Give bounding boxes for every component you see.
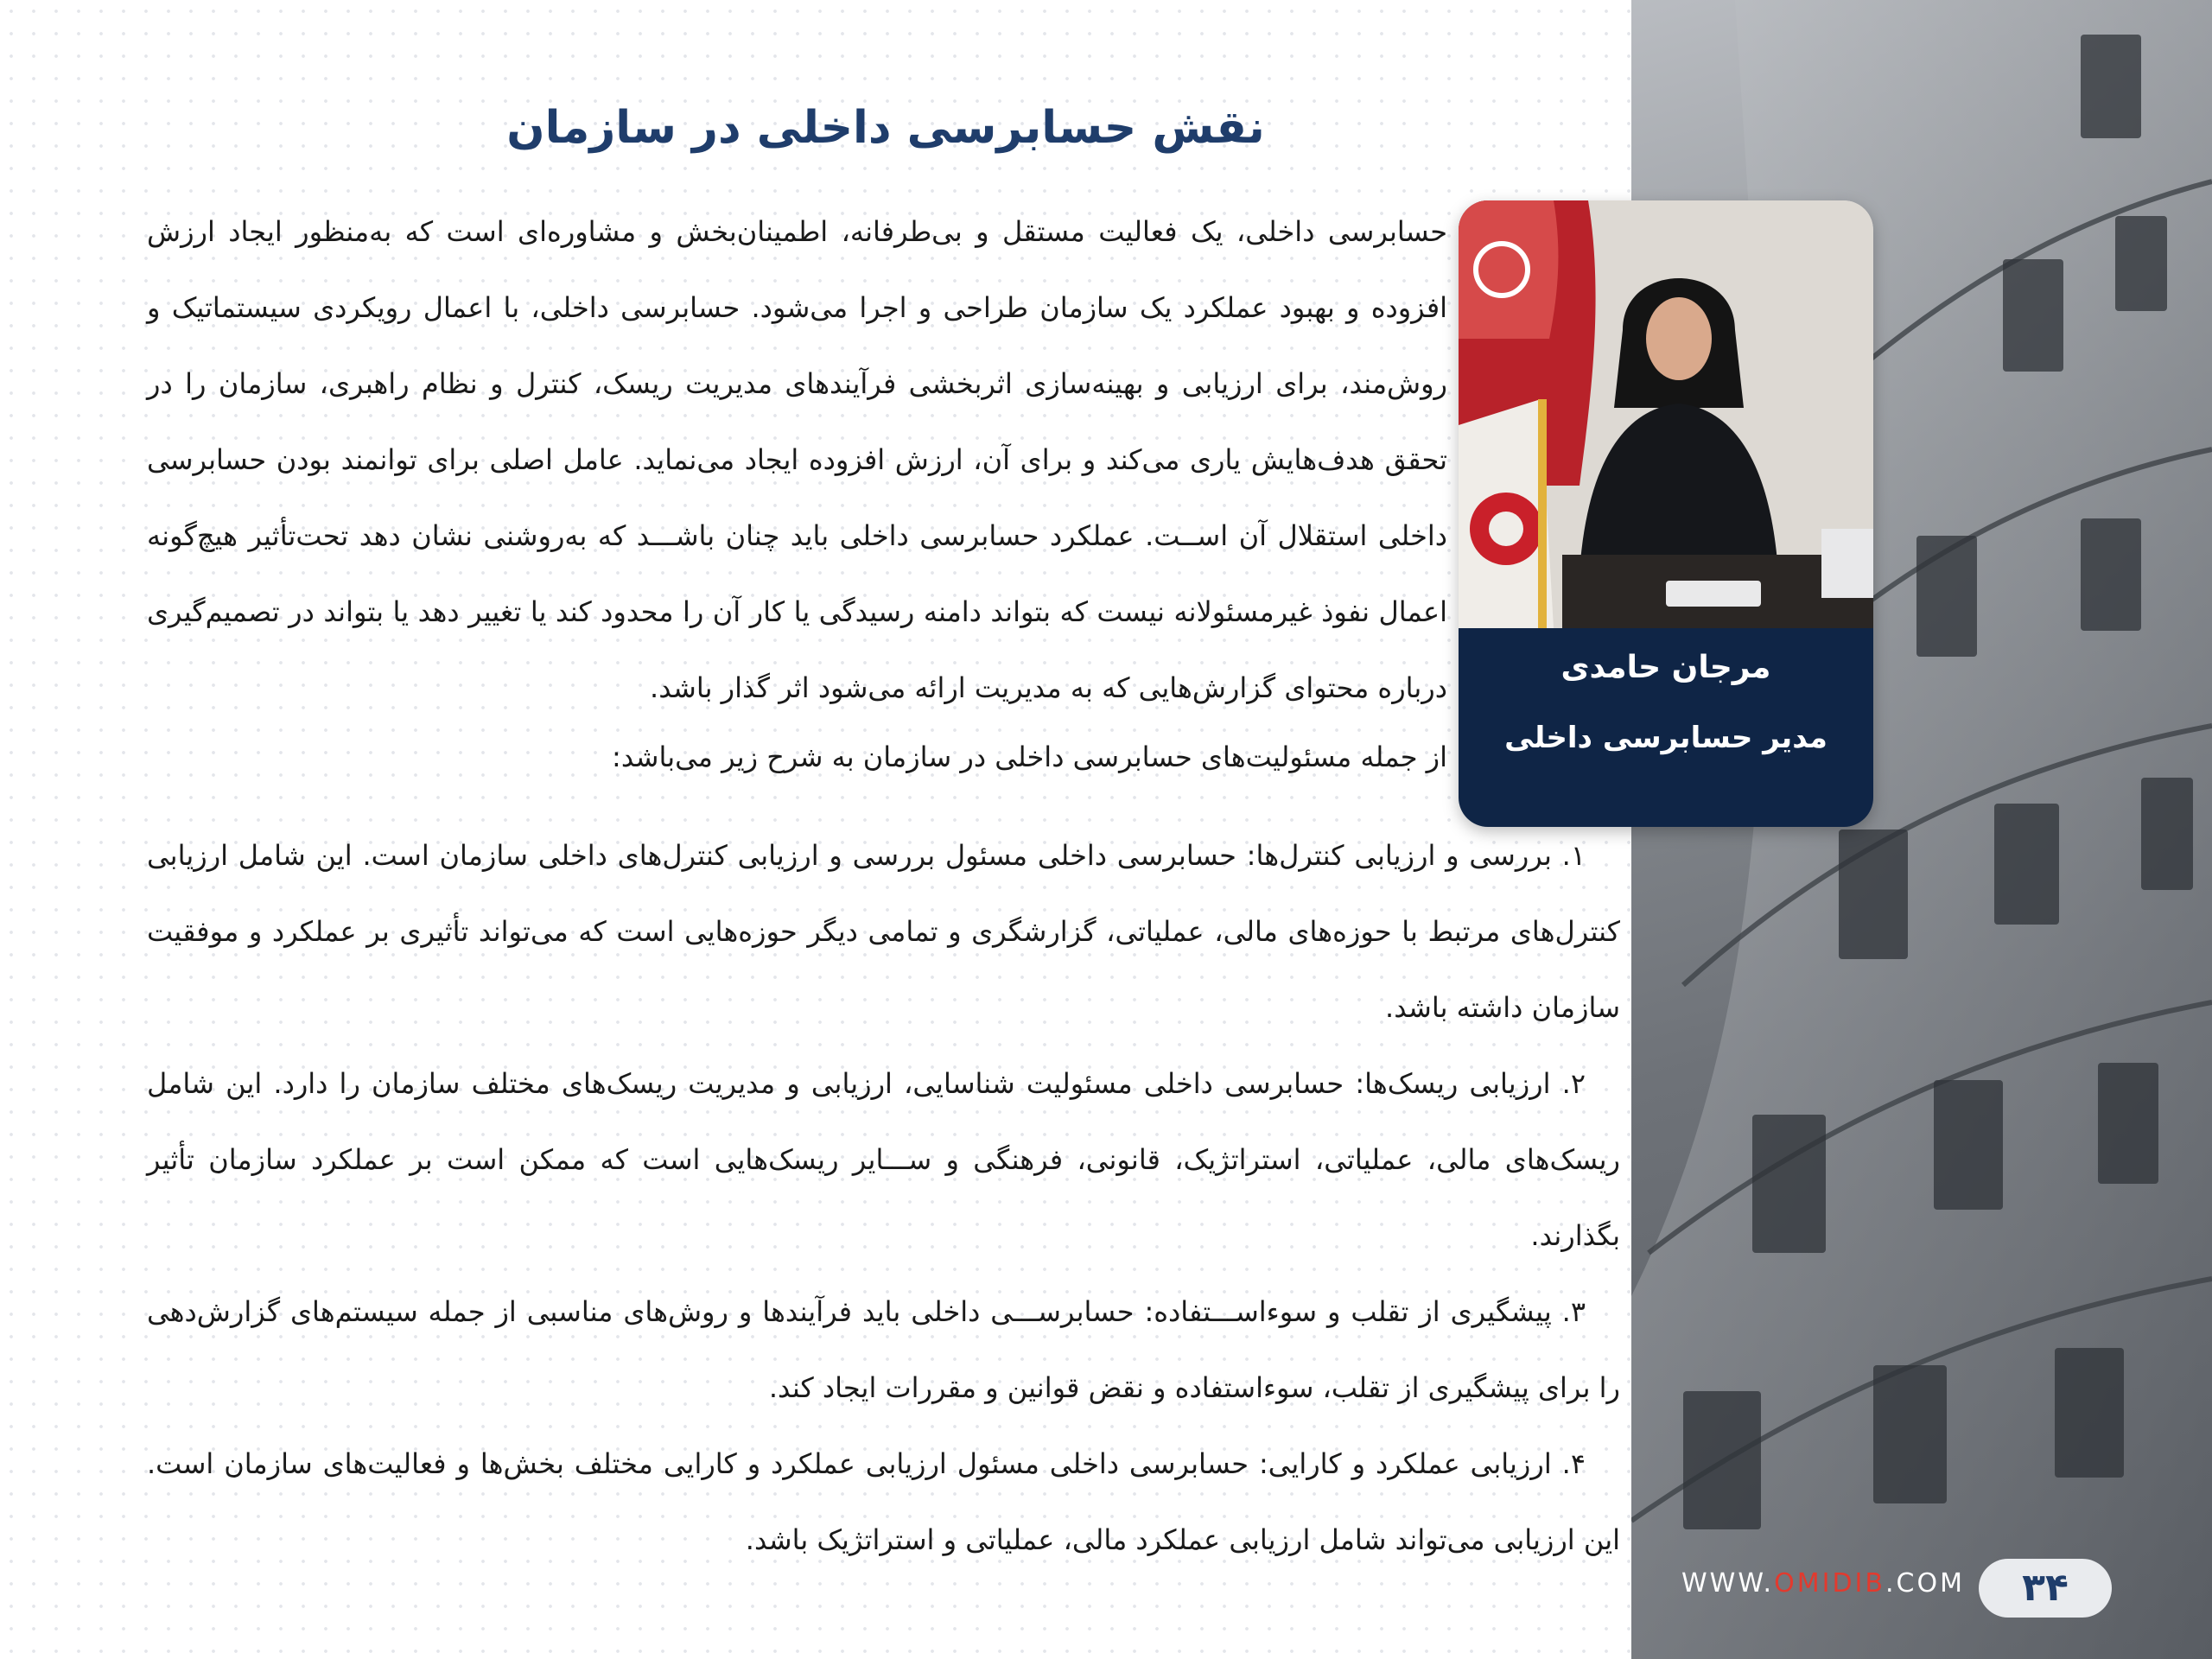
list-item: ۴. ارزیابی عملکرد و کارایی: حسابرسی داخلی مسئول ارزیابی عملکرد و کارایی مختلف بخش‌ها و فعالیت‌های سازمان است. این ارزیابی می‌تواند شامل ارزیابی عملکرد مالی، عملیاتی و استراتژیک باشد. (147, 1447, 1620, 1556)
url-suffix: .COM (1885, 1568, 1965, 1599)
profile-role: مدیر حسابرسی داخلی (1504, 721, 1827, 755)
list-item: ۳. پیشگیری از تقلب و سوءاســـتفاده: حسابرســـی داخلی باید فرآیندها و روش‌های مناسبی از جمله سیستم‌های گزارش‌دهی را برای پیشگیری از تقلب، سوءاستفاده و نقض قوانین و مقررات ایجاد کند. (147, 1295, 1620, 1404)
website-link[interactable] (1681, 1568, 1965, 1599)
profile-card (1459, 200, 1873, 827)
profile-name: مرجان حامدی (1560, 650, 1771, 685)
responsibilities-lead: از جمله مسئولیت‌های حسابرسی داخلی در سازمان به شرح زیر می‌باشد: (612, 741, 1447, 773)
page-number: ۳۴ (1979, 1559, 2112, 1618)
responsibilities-list (147, 817, 1620, 1578)
url-accent: OMIDIB (1774, 1568, 1885, 1599)
url-prefix: WWW. (1681, 1568, 1775, 1599)
intro-paragraph: حسابرسی داخلی، یک فعالیت مستقل و بی‌طرفانه، اطمینان‌بخش و مشاوره‌ای است که به‌منظور ایجاد ارزش افزوده و بهبود عملکرد یک سازمان طراحی و اجرا می‌شود. حسابرسی داخلی، با اعمال رویکردی سیستماتیک و روش‌مند، برای ارزیابی و بهینه‌سازی اثربخشی فرآیندهای مدیریت ریسک، کنترل و نظام راهبری، سازمان را در تحقق هدف‌هایش یاری می‌کند و برای آن، ارزش افزوده ایجاد می‌نماید. عامل اصلی برای توانمند بودن حسابرسی داخلی استقلال آن اســت. عملکرد حسابرسی داخلی باید چنان باشـــد که به‌روشنی نشان دهد تحت‌تأثیر هیچ‌گونه اعمال نفوذ غیرمسئولانه نیست که بتواند دامنه رسیدگی یا کار آن را محدود کند یا تغییر دهد یا بتواند در تصمیم‌گیری درباره محتوای گزارش‌هایی که به مدیریت ارائه می‌شود اثر گذار باشد. (147, 215, 1447, 704)
list-item: ۱. بررسی و ارزیابی کنترل‌ها: حسابرسی داخلی مسئول بررسی و ارزیابی کنترل‌های داخلی سازمان است. این شامل ارزیابی کنترل‌های مرتبط با حوزه‌های مالی، عملیاتی، گزارشگری و تمامی دیگر حوزه‌هایی است که می‌تواند تأثیری بر عملکرد و موفقیت سازمان داشته باشد. (147, 839, 1620, 1024)
page-title: نقش حسابرسی داخلی در سازمان (506, 102, 1265, 154)
profile-photo (1459, 200, 1873, 628)
list-item: ۲. ارزیابی ریسک‌ها: حسابرسی داخلی مسئولیت شناسایی، ارزیابی و مدیریت ریسک‌های مختلف سازمان را دارد. این شامل ریسک‌های مالی، عملیاتی، استراتژیک، قانونی، فرهنگی و ســـایر ریسک‌هایی است که ممکن است بر عملکرد سازمان تأثیر بگذارند. (147, 1067, 1620, 1252)
